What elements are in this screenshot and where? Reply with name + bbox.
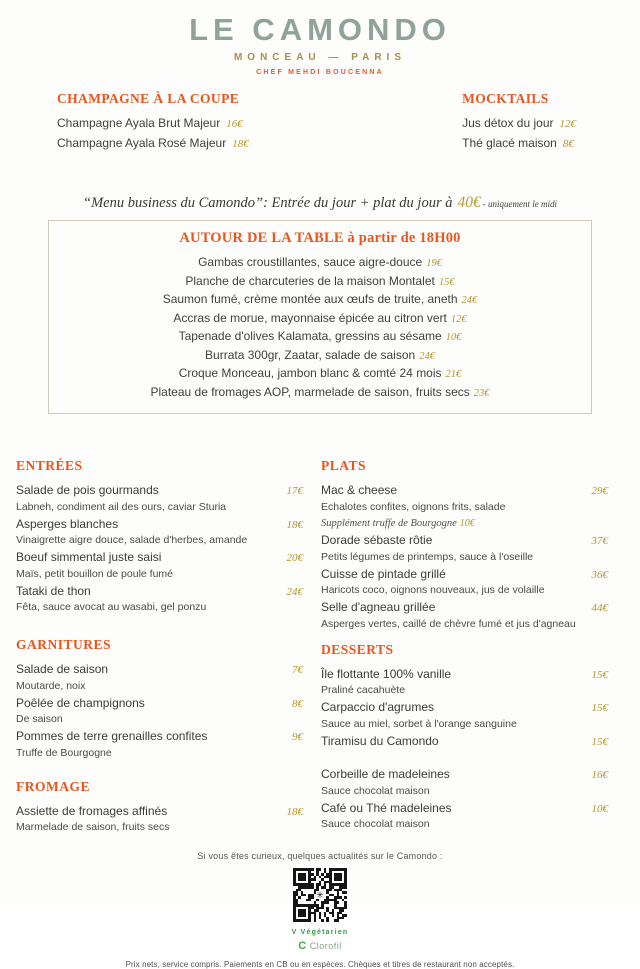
item-description: Vinaigrette aigre douce, salade d'herbes, amande xyxy=(16,534,248,546)
autour-box xyxy=(48,220,592,414)
main-sections xyxy=(0,414,640,837)
plats-section xyxy=(321,458,608,632)
item-name: Burrata 300gr, Zaatar, salade de saison xyxy=(205,347,416,362)
menu-item xyxy=(321,734,608,766)
item-name: Café ou Thé madeleines xyxy=(321,800,452,815)
menu-item xyxy=(55,254,585,273)
restaurant-subtitle: MONCEAU — PARIS xyxy=(233,52,407,63)
item-price: 18€ xyxy=(286,805,303,818)
item-price: 18€ xyxy=(286,518,303,531)
menu-item xyxy=(321,567,608,599)
item-supplement: Supplément truffe de Bourgogne 10€ xyxy=(321,517,475,529)
garnitures-heading: GARNITURES xyxy=(16,637,112,652)
menu-item xyxy=(16,804,303,836)
item-description: Sauce chocolat maison xyxy=(321,818,430,830)
plats-heading: PLATS xyxy=(321,458,367,473)
item-name: Boeuf simmental juste saisi xyxy=(16,550,162,564)
item-name: Jus détox du jour xyxy=(462,116,554,130)
desserts-section xyxy=(321,642,608,833)
garnitures-section xyxy=(16,637,303,761)
item-description: Sauce chocolat maison xyxy=(321,784,430,797)
fromage-section xyxy=(16,779,303,836)
item-price: 10€ xyxy=(591,802,608,815)
item-description: De saison xyxy=(16,713,63,725)
item-price: 24€ xyxy=(419,350,435,362)
item-name: Croque Monceau, jambon blanc & comté 24 mois xyxy=(178,366,442,380)
item-price: 9€ xyxy=(292,731,303,743)
champagne-heading: CHAMPAGNE À LA COUPE xyxy=(57,91,240,106)
menu-item xyxy=(57,134,249,154)
menu-item xyxy=(16,483,303,515)
footer-curious-text: Si vous êtes curieux, quelques actualités sur le Camondo : xyxy=(197,851,443,861)
item-price: 37€ xyxy=(591,535,608,547)
item-price: 15€ xyxy=(591,735,608,748)
entrees-section xyxy=(16,458,303,615)
item-price: 18€ xyxy=(232,138,249,150)
item-name: Mac & cheese xyxy=(321,483,398,497)
menu-item xyxy=(321,483,608,531)
fromage-heading: FROMAGE xyxy=(16,778,90,794)
item-name: Saumon fumé, crème montée aux œufs de truite, aneth xyxy=(162,292,458,306)
item-description: Maïs, petit bouillon de poule fumé xyxy=(16,567,174,580)
item-name: Champagne Ayala Rosé Majeur xyxy=(57,136,227,150)
item-name: Thé glacé maison xyxy=(462,136,557,150)
item-name: Selle d'agneau grillée xyxy=(321,600,436,614)
business-menu-note: - uniquement le midi xyxy=(482,199,557,209)
menu-item xyxy=(55,384,585,403)
item-price: 44€ xyxy=(591,602,608,614)
item-description: Sauce au miel, sorbet à l'orange sanguine xyxy=(321,717,517,730)
item-name: Gambas croustillantes, sauce aigre-douce xyxy=(198,255,423,269)
item-price: 10€ xyxy=(445,332,462,343)
item-description: Moutarde, noix xyxy=(16,679,86,692)
item-name: Tapenade d'olives Kalamata, gressins au sésame xyxy=(178,329,442,343)
item-name: Champagne Ayala Brut Majeur xyxy=(57,116,221,130)
item-price: 24€ xyxy=(286,585,303,598)
supplement-price: 10€ xyxy=(459,517,475,529)
item-name: Carpaccio d'agrumes xyxy=(321,700,435,714)
item-price: 23€ xyxy=(473,387,490,399)
item-name: Île flottante 100% vanille xyxy=(321,666,452,681)
item-price: 15€ xyxy=(438,276,455,288)
menu-item xyxy=(16,550,303,582)
certification-badge xyxy=(0,940,640,952)
item-name: Tataki de thon xyxy=(16,583,91,598)
mocktails-section xyxy=(462,91,576,154)
item-name: Plateau de fromages AOP, marmelade de saison, fruits secs xyxy=(150,384,470,399)
item-price: 7€ xyxy=(292,664,303,676)
item-name: Planche de charcuteries de la maison Montalet xyxy=(185,273,435,288)
menu-item xyxy=(55,310,585,329)
item-description: Petits légumes de printemps, sauce à l'oseille xyxy=(321,550,534,563)
item-name: Poêlée de champignons xyxy=(16,695,145,710)
menu-item xyxy=(16,662,303,694)
autour-heading: AUTOUR DE LA TABLE à partir de 18H00 xyxy=(179,230,461,246)
menu-item xyxy=(55,347,585,366)
menu-item xyxy=(57,114,249,134)
menu-item xyxy=(462,114,576,134)
item-description: Fêta, sauce avocat au wasabi, gel ponzu xyxy=(16,601,207,613)
item-name: Cuisse de pintade grillé xyxy=(321,566,446,581)
item-price: 17€ xyxy=(286,485,303,497)
menu-item xyxy=(16,517,303,549)
item-description: Asperges vertes, caillé de chèvre fumé et jus d'agneau xyxy=(321,617,576,630)
desserts-heading: DESSERTS xyxy=(321,641,394,657)
right-column xyxy=(321,458,608,837)
item-price: 8€ xyxy=(562,138,574,150)
menu-item xyxy=(55,273,585,292)
item-description: Truffe de Bourgogne xyxy=(16,746,112,759)
menu-item xyxy=(462,134,576,154)
item-name: Dorade sébaste rôtie xyxy=(321,533,433,547)
item-price: 16€ xyxy=(591,769,608,781)
item-price: 19€ xyxy=(426,258,442,269)
item-name: Accras de morue, mayonnaise épicée au citron vert xyxy=(173,310,447,325)
business-menu-line xyxy=(0,194,640,212)
item-name: Salade de pois gourmands xyxy=(16,483,159,497)
item-name: Pommes de terre grenailles confites xyxy=(16,729,208,743)
item-name: Tiramisu du Camondo xyxy=(321,733,439,748)
item-price: 15€ xyxy=(591,668,608,681)
mocktails-heading: MOCKTAILS xyxy=(462,91,549,106)
business-menu-text: “Menu business du Camondo”: Entrée du jour + plat du jour à xyxy=(83,195,453,211)
menu-item xyxy=(321,801,608,833)
item-price: 36€ xyxy=(591,568,608,581)
item-description: Haricots coco, oignons nouveaux, jus de volaille xyxy=(321,584,545,596)
item-price: 16€ xyxy=(226,118,243,130)
menu-item xyxy=(55,328,585,347)
item-description xyxy=(321,750,608,765)
item-price: 21€ xyxy=(445,369,462,380)
item-description: Praliné cacahuète xyxy=(321,684,406,696)
menu-item xyxy=(321,600,608,632)
champagne-section xyxy=(57,91,249,154)
item-name: Assiette de fromages affinés xyxy=(16,803,168,818)
item-price: 20€ xyxy=(286,552,303,564)
clorofil-icon: C xyxy=(298,940,307,952)
restaurant-logo: LE CAMONDO xyxy=(189,12,451,47)
qr-code: ✳ xyxy=(293,868,347,922)
menu-item xyxy=(55,365,585,384)
item-price: 12€ xyxy=(559,118,576,130)
business-menu-price: 40€ xyxy=(457,194,481,211)
item-price: 12€ xyxy=(450,313,467,325)
item-description: Labneh, condiment ail des ours, caviar Sturia xyxy=(16,500,227,513)
item-price: 24€ xyxy=(461,295,478,306)
clorofil-label: Clorofil xyxy=(309,941,342,951)
item-price: 29€ xyxy=(591,485,608,497)
menu-item xyxy=(321,700,608,732)
entrees-heading: ENTRÉES xyxy=(16,458,83,473)
menu-item xyxy=(16,584,303,616)
header xyxy=(0,0,640,76)
footer xyxy=(0,851,640,969)
item-name: Asperges blanches xyxy=(16,516,119,531)
menu-item xyxy=(55,291,585,310)
item-description: Marmelade de saison, fruits secs xyxy=(16,821,170,833)
menu-item xyxy=(321,533,608,565)
vegetarian-legend: V Végétarien xyxy=(291,929,349,936)
menu-item xyxy=(321,667,608,699)
item-price: 15€ xyxy=(591,702,608,714)
item-description: Echalotes confites, oignons frits, salade xyxy=(321,500,506,513)
menu-item xyxy=(16,729,303,761)
item-name: Salade de saison xyxy=(16,662,109,676)
menu-item xyxy=(321,767,608,799)
item-name: Corbeille de madeleines xyxy=(321,767,450,781)
legal-notice: Prix nets, service compris. Paiements en CB ou en espèces. Chèques et titres de restaurant non acceptés. xyxy=(125,960,515,969)
item-price: 8€ xyxy=(292,697,303,710)
chef-name: CHEF MEHDI BOUCENNA xyxy=(256,69,384,76)
left-column xyxy=(16,458,303,837)
menu-item xyxy=(16,696,303,728)
drinks-row xyxy=(0,76,640,154)
